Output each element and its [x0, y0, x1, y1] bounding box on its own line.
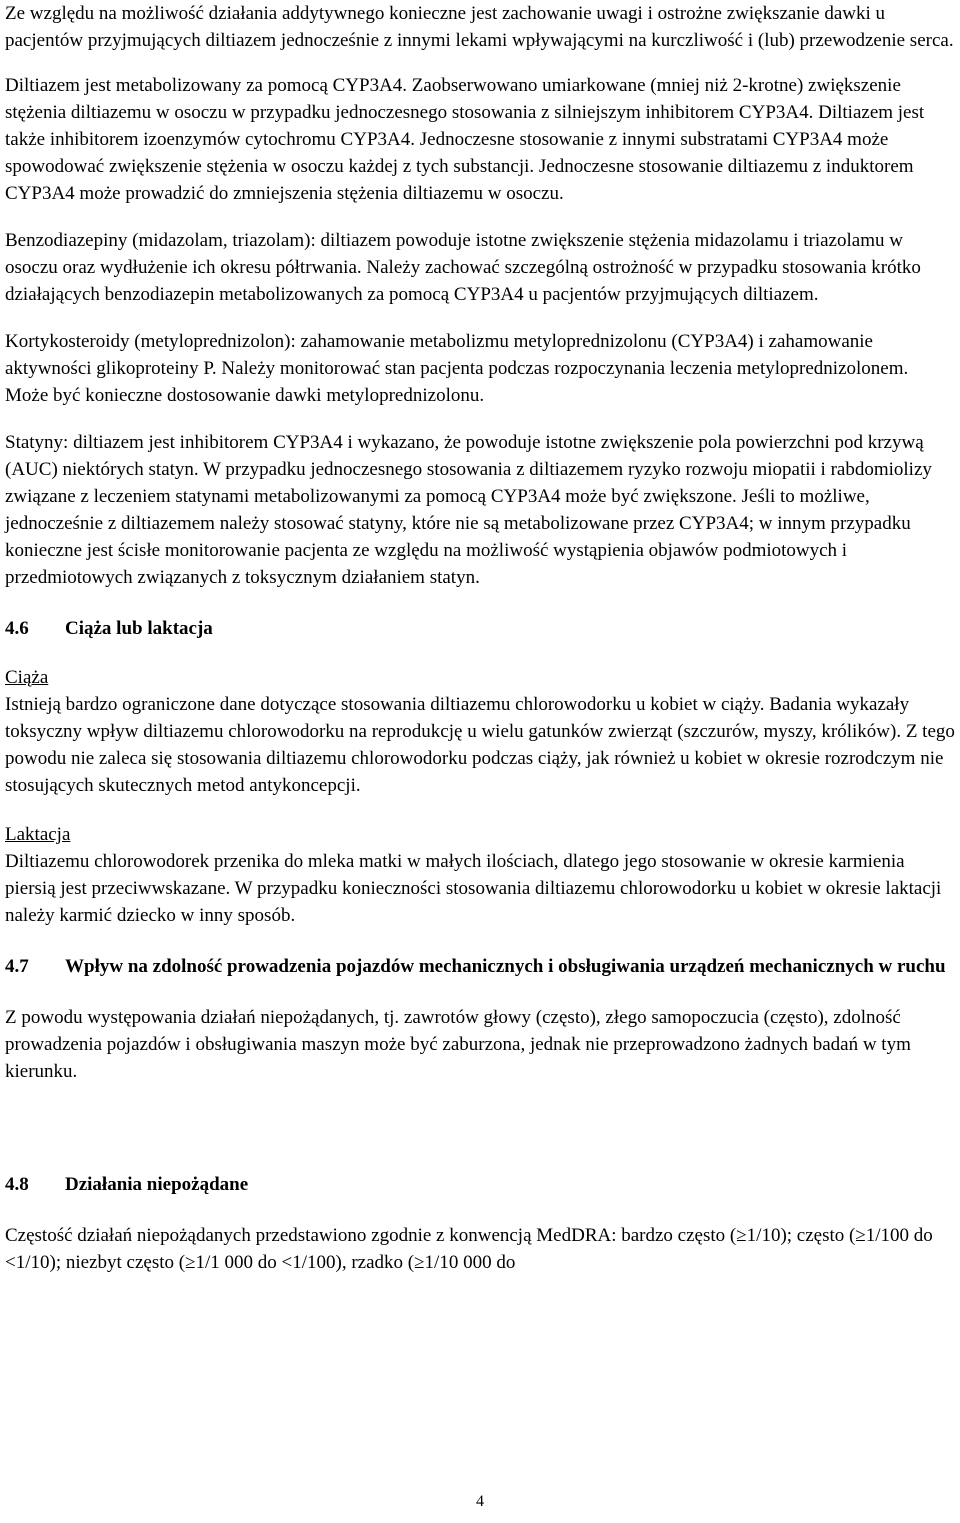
paragraph-pregnancy: Istnieją bardzo ograniczone dane dotyczące stosowania diltiazemu chlorowodorku u kobiet w ciąży. Badania wykazały toksyczny wpływ diltiazemu chlorowodorku na reprodukcję u wielu gatunków zwierząt (szczurów, myszy, królików). Z tego powodu nie zaleca się stosowania diltiazemu chlorowodorku podczas ciąży, jak również u kobiet w okresie rozrodczym nie stosujących skutecznych metod antykoncepcji.: [5, 694, 955, 796]
paragraph-adverse-effects: Częstość działań niepożądanych przedstawiono zgodnie z konwencją MedDRA: bardzo często (≥1/10); często (≥1/100 do <1/10); niezbyt często (≥1/1 000 do <1/100), rzadko (≥1/10 000 do: [5, 1225, 933, 1273]
section-heading-4-7: [5, 953, 955, 980]
paragraph-lactation: Diltiazemu chlorowodorek przenika do mleka matki w małych ilościach, dlatego jego stosowanie w okresie karmienia piersią jest przeciwwskazane. W przypadku konieczności stosowania diltiazemu chlorowodorku u kobiet w okresie laktacji należy karmić dziecko w inny sposób.: [5, 851, 942, 926]
paragraph-statins: Statyny: diltiazem jest inhibitorem CYP3A4 i wykazano, że powoduje istotne zwiększenie pola powierzchni pod krzywą (AUC) niektórych statyn. W przypadku jednoczesnego stosowania z diltiazemem ryzyko rozwoju miopatii i rabdomiolizy związane z leczeniem statynami metabolizowanymi za pomocą CYP3A4 może być zwiększone. Jeśli to możliwe, jednocześnie z diltiazemem należy stosować statyny, które nie są metabolizowane przez CYP3A4; w innym przypadku konieczne jest ścisłe monitorowanie pacjenta ze względu na możliwość wystąpienia objawów podmiotowych i przedmiotowych związanych z toksycznym działaniem statyn.: [5, 432, 932, 588]
document-page: [5, 0, 955, 1294]
paragraph-benzodiazepines: Benzodiazepiny (midazolam, triazolam): diltiazem powoduje istotne zwiększenie stężenia midazolamu i triazolamu w osoczu oraz wydłużenie ich okresu półtrwania. Należy zachować szczególną ostrożność w przypadku stosowania krótko działających benzodiazepin metabolizowanych za pomocą CYP3A4 u pacjentów przyjmujących diltiazem.: [5, 230, 921, 305]
subheading-pregnancy: Ciąża: [5, 667, 49, 688]
section-number: 4.7: [5, 956, 29, 977]
paragraph-driving-ability: Z powodu występowania działań niepożądanych, tj. zawrotów głowy (często), złego samopoczucia (często), zdolność prowadzenia pojazdów i obsługiwania maszyn może być zaburzona, jednak nie przeprowadzono żadnych badań w tym kierunku.: [5, 1007, 911, 1082]
paragraph-cyp3a4-metabolism: Diltiazem jest metabolizowany za pomocą CYP3A4. Zaobserwowano umiarkowane (mniej niż 2-krotne) zwiększenie stężenia diltiazemu w osoczu w przypadku jednoczesnego stosowania z silniejszym inhibitorem CYP3A4. Diltiazem jest także inhibitorem izoenzymów cytochromu CYP3A4. Jednoczesne stosowanie z innymi substratami CYP3A4 może spowodować zwiększenie stężenia w osoczu każdej z tych substancji. Jednoczesne stosowanie diltiazemu z induktorem CYP3A4 może prowadzić do zmniejszenia stężenia diltiazemu w osoczu.: [5, 75, 925, 204]
section-title: Wpływ na zdolność prowadzenia pojazdów mechanicznych i obsługiwania urządzeń mechanicznych w ruchu: [65, 956, 946, 977]
paragraph-additive-effects: Ze względu na możliwość działania addytywnego konieczne jest zachowanie uwagi i ostrożne zwiększanie dawki u pacjentów przyjmujących diltiazem jednocześnie z innymi lekami wpływającymi na kurczliwość i (lub) przewodzenie serca.: [5, 3, 954, 51]
paragraph-corticosteroids: Kortykosteroidy (metyloprednizolon): zahamowanie metabolizmu metyloprednizolonu (CYP3A4) i zahamowanie aktywności glikoproteiny P. Należy monitorować stan pacjenta podczas rozpoczynania leczenia metyloprednizolonem. Może być konieczne dostosowanie dawki metyloprednizolonu.: [5, 331, 909, 406]
section-heading-4-8: [5, 1171, 955, 1198]
section-number: 4.8: [5, 1174, 29, 1195]
page-number: 4: [476, 1493, 484, 1510]
section-number: 4.6: [5, 618, 29, 639]
section-heading-4-6: [5, 615, 955, 642]
section-title: Ciąża lub laktacja: [65, 618, 213, 639]
subheading-lactation: Laktacja: [5, 824, 71, 845]
section-title: Działania niepożądane: [65, 1174, 249, 1195]
